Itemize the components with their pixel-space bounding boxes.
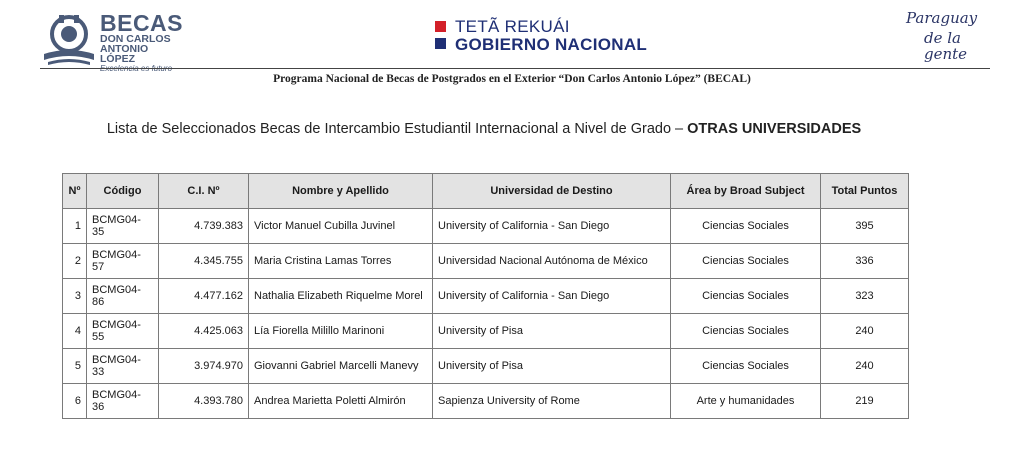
cell-university: University of California - San Diego — [433, 279, 671, 314]
table-header-row — [63, 174, 909, 209]
paraguay-line1: Paraguay — [906, 9, 978, 27]
table-row — [63, 279, 909, 314]
cell-area: Ciencias Sociales — [671, 244, 821, 279]
cell-university: Sapienza University of Rome — [433, 384, 671, 419]
title-prefix: Lista de Seleccionados Becas de Intercambio Estudiantil Internacional a Nivel de Grado – — [106, 121, 688, 137]
cell-code: BCMG04-33 — [87, 349, 159, 384]
cell-points: 240 — [821, 349, 909, 384]
col-header-university: Universidad de Destino — [433, 174, 671, 209]
table-row — [63, 349, 909, 384]
gov-line1: TETÃ REKUÁI — [455, 17, 570, 36]
cell-code: BCMG04-57 — [87, 244, 159, 279]
program-name: Programa Nacional de Becas de Postgrados en el Exterior “Don Carlos Antonio López” (BECAL) — [273, 73, 751, 85]
cell-ci: 4.345.755 — [159, 244, 249, 279]
table-row — [63, 209, 909, 244]
cell-points: 240 — [821, 314, 909, 349]
title-emphasis: OTRAS UNIVERSIDADES — [687, 121, 862, 137]
cell-ci: 4.477.162 — [159, 279, 249, 314]
cell-ci: 4.393.780 — [159, 384, 249, 419]
cell-name: Giovanni Gabriel Marcelli Manevy — [249, 349, 433, 384]
cell-name: Andrea Marietta Poletti Almirón — [249, 384, 433, 419]
cell-number: 1 — [63, 209, 87, 244]
becas-line1: DON CARLOS — [100, 33, 171, 45]
col-header-points: Total Puntos — [821, 174, 909, 209]
cell-area: Ciencias Sociales — [671, 349, 821, 384]
table-row — [63, 244, 909, 279]
col-header-area: Área by Broad Subject — [671, 174, 821, 209]
cell-area: Ciencias Sociales — [671, 314, 821, 349]
cell-name: Maria Cristina Lamas Torres — [249, 244, 433, 279]
cell-number: 3 — [63, 279, 87, 314]
cell-number: 5 — [63, 349, 87, 384]
paraguay-logo — [898, 9, 988, 63]
col-header-ci: C.I. Nº — [159, 174, 249, 209]
red-square-icon — [435, 21, 446, 32]
table-row — [63, 384, 909, 419]
cell-university: University of Pisa — [433, 314, 671, 349]
cell-code: BCMG04-86 — [87, 279, 159, 314]
gobierno-logo — [435, 17, 665, 57]
cell-name: Lía Fiorella Milillo Marinoni — [249, 314, 433, 349]
becas-line2: ANTONIO LÓPEZ — [100, 43, 149, 65]
becas-logo — [42, 8, 182, 68]
cell-points: 395 — [821, 209, 909, 244]
cell-code: BCMG04-36 — [87, 384, 159, 419]
cell-ci: 4.739.383 — [159, 209, 249, 244]
cell-name: Nathalia Elizabeth Riquelme Morel — [249, 279, 433, 314]
cell-code: BCMG04-35 — [87, 209, 159, 244]
col-header-code: Código — [87, 174, 159, 209]
gov-line2: GOBIERNO NACIONAL — [455, 35, 648, 54]
cell-ci: 3.974.970 — [159, 349, 249, 384]
page-header — [0, 0, 1024, 70]
cell-points: 219 — [821, 384, 909, 419]
cell-number: 2 — [63, 244, 87, 279]
header-divider — [40, 68, 990, 69]
cell-points: 323 — [821, 279, 909, 314]
cell-university: University of Pisa — [433, 349, 671, 384]
selection-table — [62, 173, 909, 419]
cell-number: 6 — [63, 384, 87, 419]
col-header-number: Nº — [63, 174, 87, 209]
cell-points: 336 — [821, 244, 909, 279]
cell-number: 4 — [63, 314, 87, 349]
cell-university: University of California - San Diego — [433, 209, 671, 244]
cell-area: Ciencias Sociales — [671, 279, 821, 314]
col-header-name: Nombre y Apellido — [249, 174, 433, 209]
cell-name: Victor Manuel Cubilla Juvinel — [249, 209, 433, 244]
blue-square-icon — [435, 38, 446, 49]
cell-ci: 4.425.063 — [159, 314, 249, 349]
table-row — [63, 314, 909, 349]
becas-emblem-icon — [42, 10, 96, 66]
paraguay-line2: de la gente — [924, 29, 968, 63]
cell-area: Ciencias Sociales — [671, 209, 821, 244]
cell-code: BCMG04-55 — [87, 314, 159, 349]
cell-university: Universidad Nacional Autónoma de México — [433, 244, 671, 279]
becas-name: BECAS — [100, 10, 184, 36]
cell-area: Arte y humanidades — [671, 384, 821, 419]
page-title — [0, 121, 968, 137]
